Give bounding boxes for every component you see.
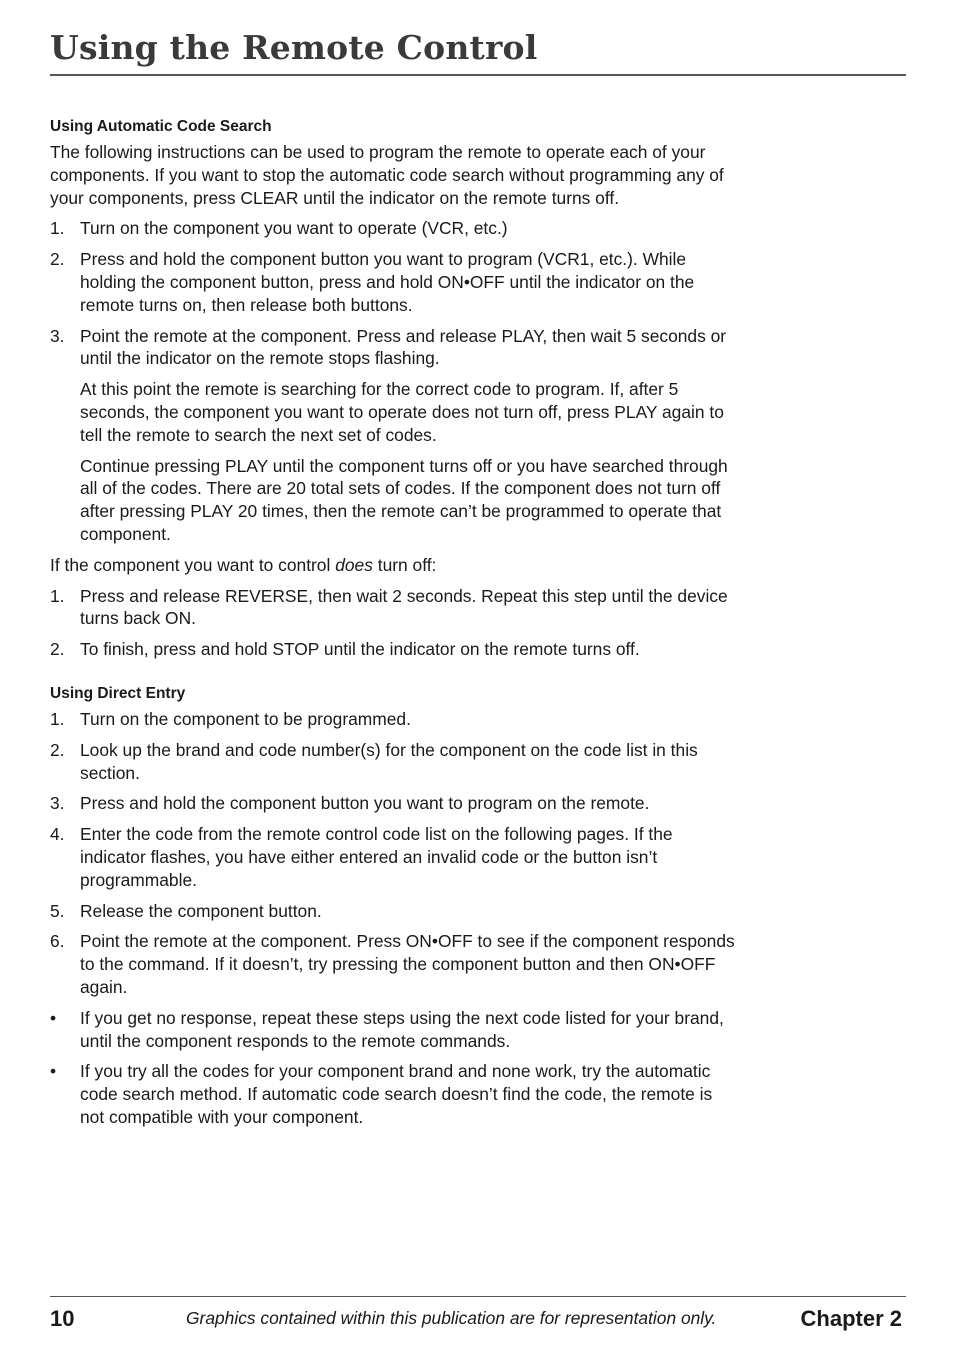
title-rule: [50, 74, 906, 76]
step-number: 2.: [50, 639, 65, 660]
step-number: 1.: [50, 585, 65, 606]
step-number: 6.: [50, 931, 65, 952]
step-3-detail-2: Continue pressing PLAY until the component turns off or you have searched through all of the codes. There are 20 total sets of codes. If the component does not turn off after pressing PLAY 20 times, then the remote can’t be programmed to operate that component.: [80, 455, 728, 544]
step-text: Press and hold the component button you want to program (VCR1, etc.). While holding the component button, press and hold ON•OFF until the indicator on the remote turns on, then release both buttons.: [80, 249, 695, 315]
step-3-detail-1: At this point the remote is searching for the correct code to program. If, after 5 seconds, the component you want to operate does not turn off, press PLAY again to tell the remote to search the next set of codes.: [80, 379, 724, 445]
list-item: [50, 823, 740, 891]
main-content: [50, 118, 740, 1137]
step-number: 3.: [50, 325, 65, 346]
list-item: [50, 739, 740, 785]
step-number: 5.: [50, 900, 65, 921]
bullet-text: If you get no response, repeat these steps using the next code listed for your brand, until the component responds to the remote commands.: [80, 1007, 724, 1051]
page-title: Using the Remote Control: [50, 28, 538, 67]
list-item: [50, 708, 740, 731]
list-item: [50, 930, 740, 998]
step-number: 1.: [50, 708, 65, 729]
bullet-marker: •: [50, 1061, 57, 1082]
step-number: 4.: [50, 824, 65, 845]
step-text: Press and hold the component button you want to program on the remote.: [80, 793, 650, 814]
section-heading-auto-search: Using Automatic Code Search: [50, 118, 272, 135]
step-text: Enter the code from the remote control code list on the following pages. If the indicator flashes, you have either entered an invalid code or the button isn’t programmable.: [80, 824, 673, 890]
step-number: 3.: [50, 793, 65, 814]
list-item: [50, 325, 740, 371]
step-text: Point the remote at the component. Press and release PLAY, then wait 5 seconds or until the indicator on the remote stops flashing.: [80, 325, 727, 369]
conditional-emphasis: does: [335, 554, 373, 575]
step-number: 1.: [50, 218, 65, 239]
list-item: [50, 217, 740, 240]
footer-rule: [50, 1296, 906, 1297]
conditional-lead-in: [50, 554, 740, 577]
step-text: Press and release REVERSE, then wait 2 seconds. Repeat this step until the device turns back ON.: [80, 585, 728, 629]
list-item: [50, 638, 740, 661]
step-number: 2.: [50, 249, 65, 270]
step-text: Turn on the component you want to operate (VCR, etc.): [80, 218, 508, 239]
list-item: [50, 248, 740, 316]
bullet-text: If you try all the codes for your component brand and none work, try the automatic code search method. If automatic code search doesn’t find the code, the remote is not compatible with your component.: [80, 1061, 713, 1127]
page-number: 10: [50, 1306, 75, 1331]
step-text: Release the component button.: [80, 900, 322, 921]
list-item: [50, 900, 740, 923]
footer-note: Graphics contained within this publication are for representation only.: [186, 1308, 717, 1328]
followup-steps: [50, 585, 740, 661]
list-item: [50, 792, 740, 815]
step-text: To finish, press and hold STOP until the indicator on the remote turns off.: [80, 639, 640, 660]
step-number: 2.: [50, 739, 65, 760]
step-text: Turn on the component to be programmed.: [80, 708, 411, 729]
intro-paragraph: The following instructions can be used to program the remote to operate each of your components. If you want to stop the automatic code search without programming any of your components, press CLEAR until the indicator on the remote turns off.: [50, 142, 724, 208]
direct-entry-steps: [50, 708, 740, 999]
section-heading-direct-entry: Using Direct Entry: [50, 684, 186, 702]
list-item: [50, 585, 740, 631]
bullet-marker: •: [50, 1007, 57, 1028]
chapter-label: Chapter 2: [800, 1306, 902, 1331]
conditional-text-after: turn off:: [372, 554, 437, 575]
step-text: Look up the brand and code number(s) for the component on the code list in this section.: [80, 739, 698, 783]
list-item: [50, 1007, 740, 1053]
direct-entry-tips: [50, 1007, 740, 1129]
list-item: [50, 1060, 740, 1128]
auto-search-steps: [50, 217, 740, 370]
conditional-text-before: If the component you want to control: [50, 554, 336, 575]
step-text: Point the remote at the component. Press ON•OFF to see if the component responds to the command. If it doesn’t, try pressing the component button and then ON•OFF again.: [80, 931, 735, 997]
